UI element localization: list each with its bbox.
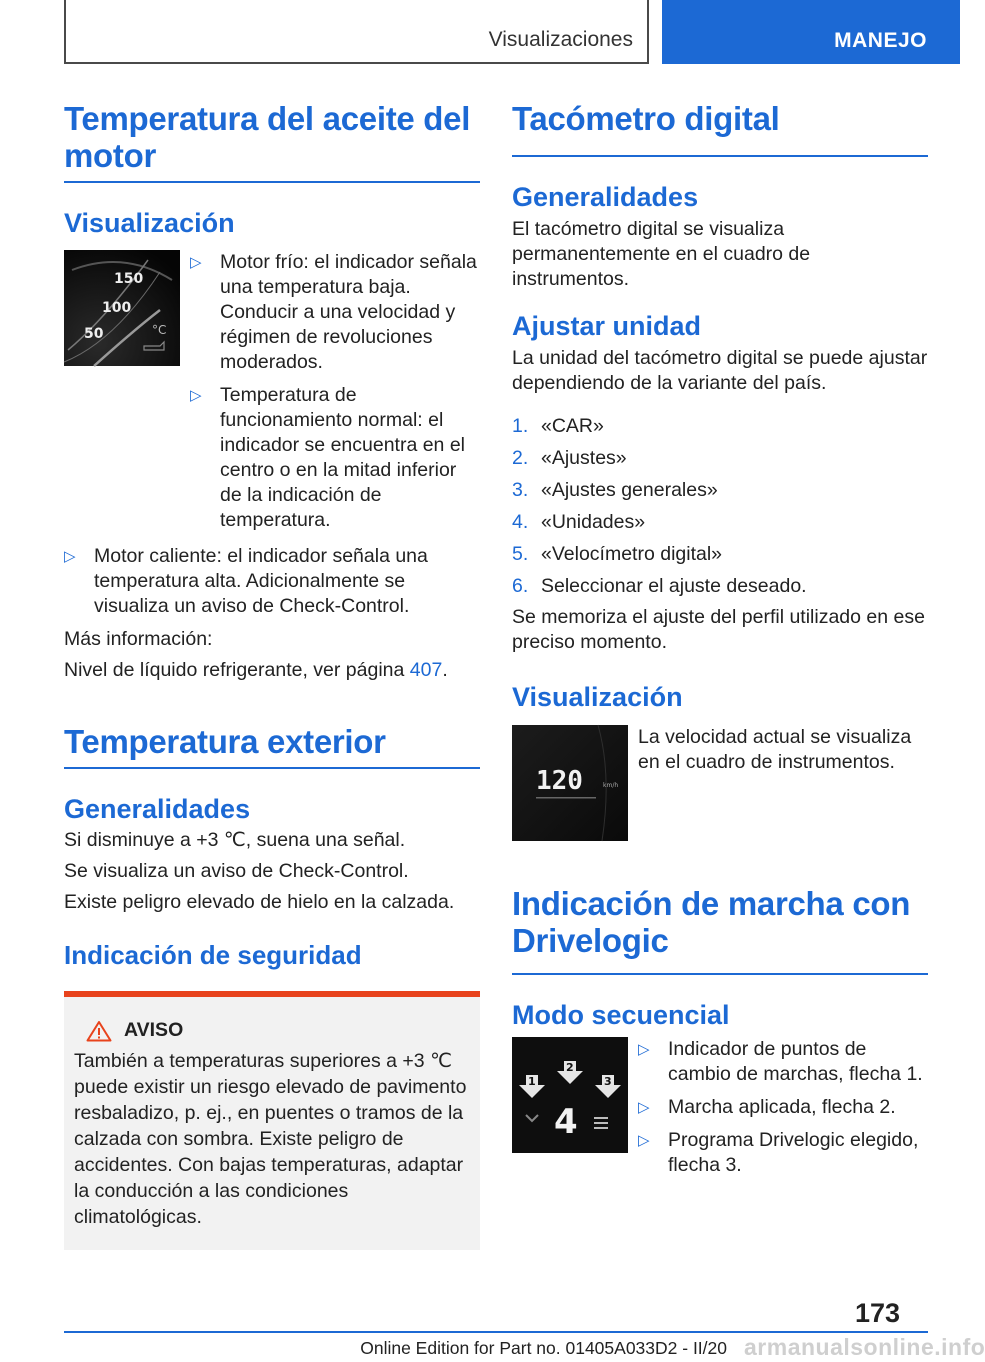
gear-display-image	[512, 1037, 628, 1153]
oil-display-block	[64, 250, 480, 541]
gear-title: Indicación de marcha con Drivelogic	[512, 885, 911, 959]
general-para: Existe peligro elevado de hielo en la calzada.	[64, 891, 455, 913]
header-section-title: Visualizaciones	[488, 28, 633, 51]
title-rule	[64, 181, 480, 183]
title-rule	[512, 973, 928, 975]
oil-bullets-short	[190, 250, 480, 541]
triangle-bullet-icon: ▷	[638, 1132, 650, 1149]
speed-display-block	[512, 725, 928, 841]
right-column	[512, 100, 928, 1186]
warning-triangle-icon	[86, 1020, 112, 1042]
seq-bullets	[638, 1037, 928, 1186]
list-item: ▷ Indicador de puntos de cambio de marchas, flecha 1.	[638, 1038, 923, 1085]
arrow-label-2: 2	[566, 1061, 574, 1074]
drivelogic-icon	[594, 1117, 608, 1129]
seq-heading: Modo secuencial	[512, 1000, 730, 1030]
seq-block	[512, 1037, 928, 1186]
triangle-bullet-icon: ▷	[190, 254, 202, 271]
unit-text: La unidad del tacómetro digital se puede ajustar dependiendo de la variante del país.	[512, 347, 928, 394]
step-item: 1. «CAR»	[512, 415, 604, 437]
oil-bullets-wide	[64, 544, 480, 619]
triangle-bullet-icon: ▷	[638, 1041, 650, 1058]
general-heading: Generalidades	[64, 794, 251, 824]
step-item: 6. Seleccionar el ajuste deseado.	[512, 575, 807, 597]
list-item: ▷ Motor frío: el indicador señala una temperatura baja. Conducir a una velocidad y régimen de revoluciones moderados.	[190, 251, 477, 373]
title-rule	[64, 767, 480, 769]
more-info: Más información:	[64, 628, 213, 650]
speed-value: 120	[536, 766, 583, 796]
step-item: 4. «Unidades»	[512, 511, 646, 533]
list-item: ▷ Programa Drivelogic elegido, flecha 3.	[638, 1129, 919, 1176]
step-item: 2. «Ajustes»	[512, 447, 627, 469]
tacho-title: Tacómetro digital	[512, 100, 780, 137]
speed-unit: km/h	[603, 782, 619, 789]
general-para: Si disminuye a +3 ℃, suena una señal.	[64, 829, 406, 851]
watermark: armanualsonline.info	[744, 1334, 985, 1360]
list-item: ▷ Motor caliente: el indicador señala una temperatura alta. Adicionalmente se visualiza un aviso de Check-Control.	[64, 545, 428, 617]
title-rule	[512, 155, 928, 157]
footer-rule	[64, 1331, 928, 1333]
gear-value: 4	[554, 1102, 578, 1142]
display-text: La velocidad actual se visualiza en el cuadro de instrumentos.	[638, 726, 912, 773]
triangle-bullet-icon: ▷	[64, 548, 76, 565]
coolant-reference: Nivel de líquido refrigerante, ver página 407.	[64, 659, 448, 681]
step-item: 3. «Ajustes generales»	[512, 479, 718, 501]
footer-edition: Online Edition for Part no. 01405A033D2 - II/20	[360, 1338, 727, 1358]
general-para: Se visualiza un aviso de Check-Control.	[64, 860, 409, 882]
list-item: ▷ Temperatura de funcionamiento normal: el indicador se encuentra en el centro o en la mitad inferior de la indicación de temperatura.	[190, 384, 465, 531]
list-item: ▷ Marcha aplicada, flecha 2.	[638, 1096, 896, 1118]
memory-text: Se memoriza el ajuste del perfil utilizado en ese preciso momento.	[512, 606, 925, 653]
page-number: 173	[855, 1298, 901, 1328]
gauge-label-100: 100	[102, 300, 132, 316]
oil-gauge-image	[64, 250, 180, 366]
digital-speed-image	[512, 725, 628, 841]
warning-box	[64, 991, 480, 1250]
gauge-label-150: 150	[114, 271, 144, 287]
exterior-temp-title: Temperatura exterior	[64, 723, 386, 760]
warning-text: También a temperaturas superiores a +3 ℃ puede existir un riesgo elevado de pavimento resbaladizo, p. ej., en puentes o tramos de la calzada con sombra. Existe peligro de accidentes. Con bajas temperaturas, adaptar la conducción a las condiciones climatológicas.	[74, 1050, 467, 1228]
arrow-label-1: 1	[528, 1075, 536, 1088]
header-chapter-tab	[662, 0, 960, 64]
header-chapter-title: MANEJO	[834, 29, 927, 52]
arrow-label-3: 3	[604, 1075, 612, 1088]
triangle-bullet-icon: ▷	[638, 1099, 650, 1116]
step-item: 5. «Velocímetro digital»	[512, 543, 723, 565]
gauge-label-50: 50	[84, 326, 104, 342]
triangle-bullet-icon: ▷	[190, 387, 202, 404]
display-heading: Visualización	[512, 682, 683, 712]
gauge-unit: °C	[152, 323, 167, 337]
tacho-general-heading: Generalidades	[512, 182, 699, 212]
header-section-box	[64, 0, 649, 64]
tacho-general-text: El tacómetro digital se visualiza permanentemente en el cuadro de instrumentos.	[512, 218, 811, 290]
left-column	[64, 100, 480, 1250]
safety-heading: Indicación de seguridad	[64, 940, 362, 970]
unit-steps	[512, 414, 928, 599]
unit-heading: Ajustar unidad	[512, 311, 702, 341]
oil-display-heading: Visualización	[64, 208, 235, 238]
warning-title: AVISO	[124, 1019, 184, 1041]
page-link-407[interactable]: 407	[409, 659, 443, 681]
oil-temp-title: Temperatura del aceite del motor	[64, 100, 471, 174]
